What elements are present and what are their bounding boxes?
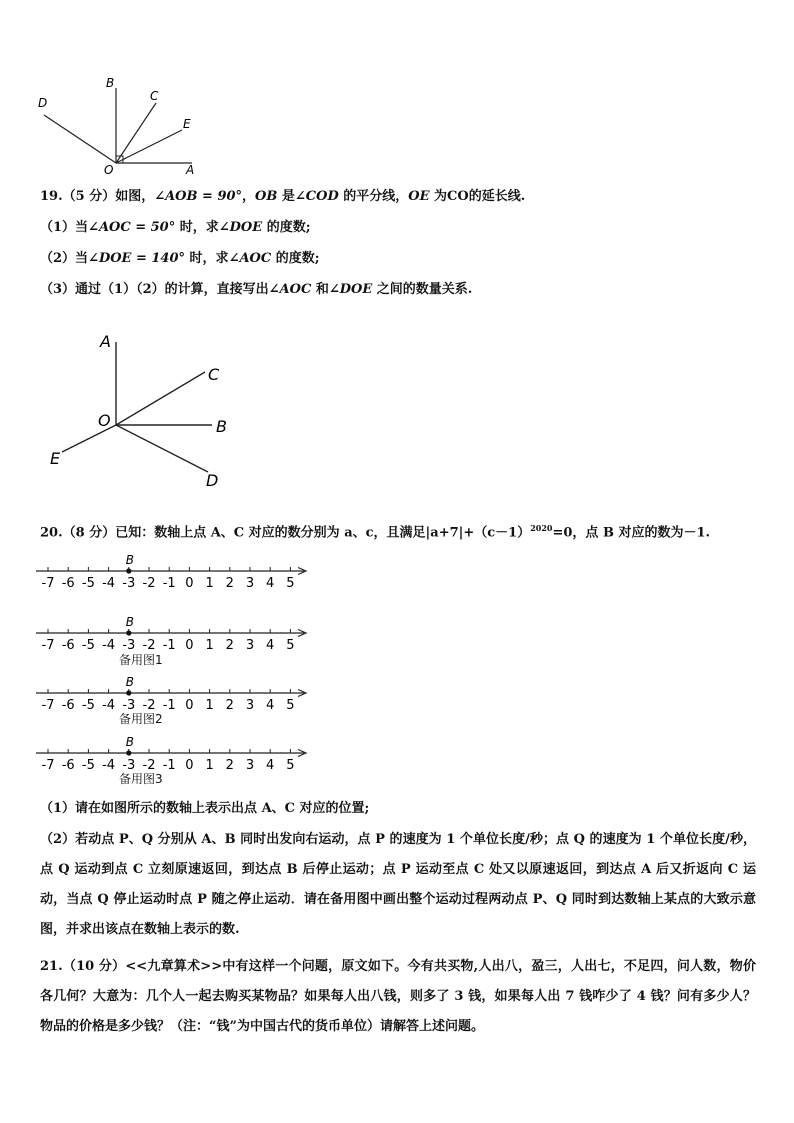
number-line-tick-label: 4 <box>266 576 275 588</box>
number-line-tick-label: -3 <box>122 576 136 588</box>
angle-figure-2 <box>40 330 250 495</box>
number-line-tick-label: -2 <box>142 576 156 588</box>
spare-caption-3: 备用图3 <box>119 772 163 786</box>
number-line-tick-label: 4 <box>266 698 275 710</box>
number-line-tick-label: 3 <box>245 698 255 710</box>
q19-stem: 19.（5 分）如图，∠AOB = 90°，OB 是∠COD 的平分线，OE 为CO的延长线. <box>40 189 526 204</box>
q21-text: 21.（10 分）<<九章算术>>中有这样一个问题，原文如下。今有共买物,人出八，盈三，人出七，不足四，问人数，物价各几何？大意为：几个人一起去购买某物品？如果每人出八钱，则多了 3 钱，如果每人出 7 钱咋少了 4 钱？问有多少人？物品的价格是多少钱？（注：“钱”为中国古代的货币单位）请解答上述问题。 <box>40 959 756 1034</box>
fig2-label-E: E <box>50 449 61 468</box>
q19-part1: （1）当∠AOC = 50° 时，求∠DOE 的度数; <box>40 220 311 235</box>
point-b-dot <box>126 568 131 573</box>
number-line-tick-label: -2 <box>142 758 156 770</box>
number-line-tick-label: -3 <box>122 698 136 710</box>
point-b-label: B <box>125 615 135 629</box>
number-line-tick-label: -5 <box>81 698 95 710</box>
number-line-tick-label: -3 <box>122 758 136 770</box>
number-line-tick-label: -4 <box>102 758 116 770</box>
number-line-tick-label: 5 <box>286 576 295 588</box>
point-b-label: B <box>125 735 135 749</box>
number-line-tick-label: 2 <box>225 576 234 588</box>
number-line-tick-label: -6 <box>61 758 75 770</box>
number-line-tick-label: 5 <box>286 758 295 770</box>
number-line-tick-label: 2 <box>225 758 234 770</box>
number-line-tick-label: -7 <box>41 576 55 588</box>
number-line-tick-label: -2 <box>142 698 156 710</box>
q20-stem: 20.（8 分）已知：数轴上点 A、C 对应的数分别为 a、c，且满足$|a+7|+(c-1)^{2020}=0$，点 B 对应的数为－1. <box>40 523 711 541</box>
fig1-label-A: A <box>186 163 195 177</box>
number-line-tick-label: 1 <box>205 576 214 588</box>
number-line-tick-label: 1 <box>205 698 214 710</box>
fig1-label-C: C <box>150 89 159 103</box>
fig1-label-O: O <box>104 163 114 177</box>
number-line-tick-label: 1 <box>205 758 214 770</box>
number-line-tick-label: 3 <box>245 758 255 770</box>
q19-part2: （2）当∠DOE = 140° 时，求∠AOC 的度数; <box>40 251 320 266</box>
number-line-tick-label: 4 <box>266 758 275 770</box>
number-line-tick-label: -4 <box>102 576 116 588</box>
spare-caption-2: 备用图2 <box>119 712 163 726</box>
number-line-spare-2 <box>36 670 316 710</box>
number-line-tick-label: -5 <box>81 758 95 770</box>
number-line-tick-label: 1 <box>205 638 214 650</box>
number-line-tick-label: -1 <box>162 638 176 650</box>
number-line-tick-label: -5 <box>81 638 95 650</box>
number-line-tick-label: -4 <box>102 698 116 710</box>
fig2-label-D: D <box>206 471 219 490</box>
angle-figure-1 <box>30 70 210 180</box>
point-b-dot <box>126 630 131 635</box>
number-line-tick-label: -1 <box>162 758 176 770</box>
number-line-tick-label: 0 <box>185 698 194 710</box>
q20-part1: （1）请在如图所示的数轴上表示出点 A、C 对应的位置; <box>40 801 370 816</box>
number-line-tick-label: -3 <box>122 638 136 650</box>
q19-part3: （3）通过（1）（2）的计算，直接写出∠AOC 和∠DOE 之间的数量关系. <box>40 282 473 297</box>
number-line-tick-label: -1 <box>162 576 176 588</box>
fig2-label-A: A <box>100 332 111 351</box>
number-line-main <box>36 548 316 588</box>
fig2-label-O: O <box>98 411 111 430</box>
number-line-tick-label: 5 <box>286 698 295 710</box>
number-line-tick-label: 2 <box>225 638 234 650</box>
number-line-tick-label: -2 <box>142 638 156 650</box>
q20-part2: （2）若动点 P、Q 分别从 A、B 同时出发向右运动，点 P 的速度为 1 个单位长度/秒；点 Q 的速度为 1 个单位长度/秒，点 Q 运动到点 C 立刻原速返回，到达点 B 后停止运动；点 P 运动至点 C 处又以原速返回，到达点 A 后又折返向 C 运动，当点 Q 停止运动时点 P 随之停止运动．请在备用图中画出整个运动过程两动点 P、Q 同时到达数轴上某点的大致示意图，并求出该点在数轴上表示的数. <box>40 832 756 937</box>
number-line-tick-label: 5 <box>286 638 295 650</box>
number-line-tick-label: -7 <box>41 698 55 710</box>
point-b-label: B <box>125 553 135 567</box>
number-line-tick-label: 0 <box>185 576 194 588</box>
number-line-tick-label: -1 <box>162 698 176 710</box>
spare-caption-1: 备用图1 <box>119 653 163 667</box>
number-line-tick-label: 0 <box>185 758 194 770</box>
number-line-spare-3 <box>36 730 316 770</box>
number-line-tick-label: -4 <box>102 638 116 650</box>
point-b-label: B <box>125 675 135 689</box>
number-line-tick-label: 4 <box>266 638 275 650</box>
point-b-dot <box>126 690 131 695</box>
fig1-label-E: E <box>183 117 191 131</box>
number-line-spare-1 <box>36 610 316 650</box>
fig2-label-C: C <box>208 365 220 384</box>
number-line-tick-label: -5 <box>81 576 95 588</box>
number-line-tick-label: -6 <box>61 698 75 710</box>
number-line-tick-label: 2 <box>225 698 234 710</box>
number-line-tick-label: 0 <box>185 638 194 650</box>
number-line-tick-label: -6 <box>61 576 75 588</box>
number-line-tick-label: -6 <box>61 638 75 650</box>
fig1-label-B: B <box>106 76 115 90</box>
number-line-tick-label: -7 <box>41 758 55 770</box>
number-line-tick-label: 3 <box>245 576 255 588</box>
number-line-tick-label: -7 <box>41 638 55 650</box>
point-b-dot <box>126 750 131 755</box>
fig2-label-B: B <box>216 417 227 436</box>
fig1-label-D: D <box>38 96 48 110</box>
number-line-tick-label: 3 <box>245 638 255 650</box>
